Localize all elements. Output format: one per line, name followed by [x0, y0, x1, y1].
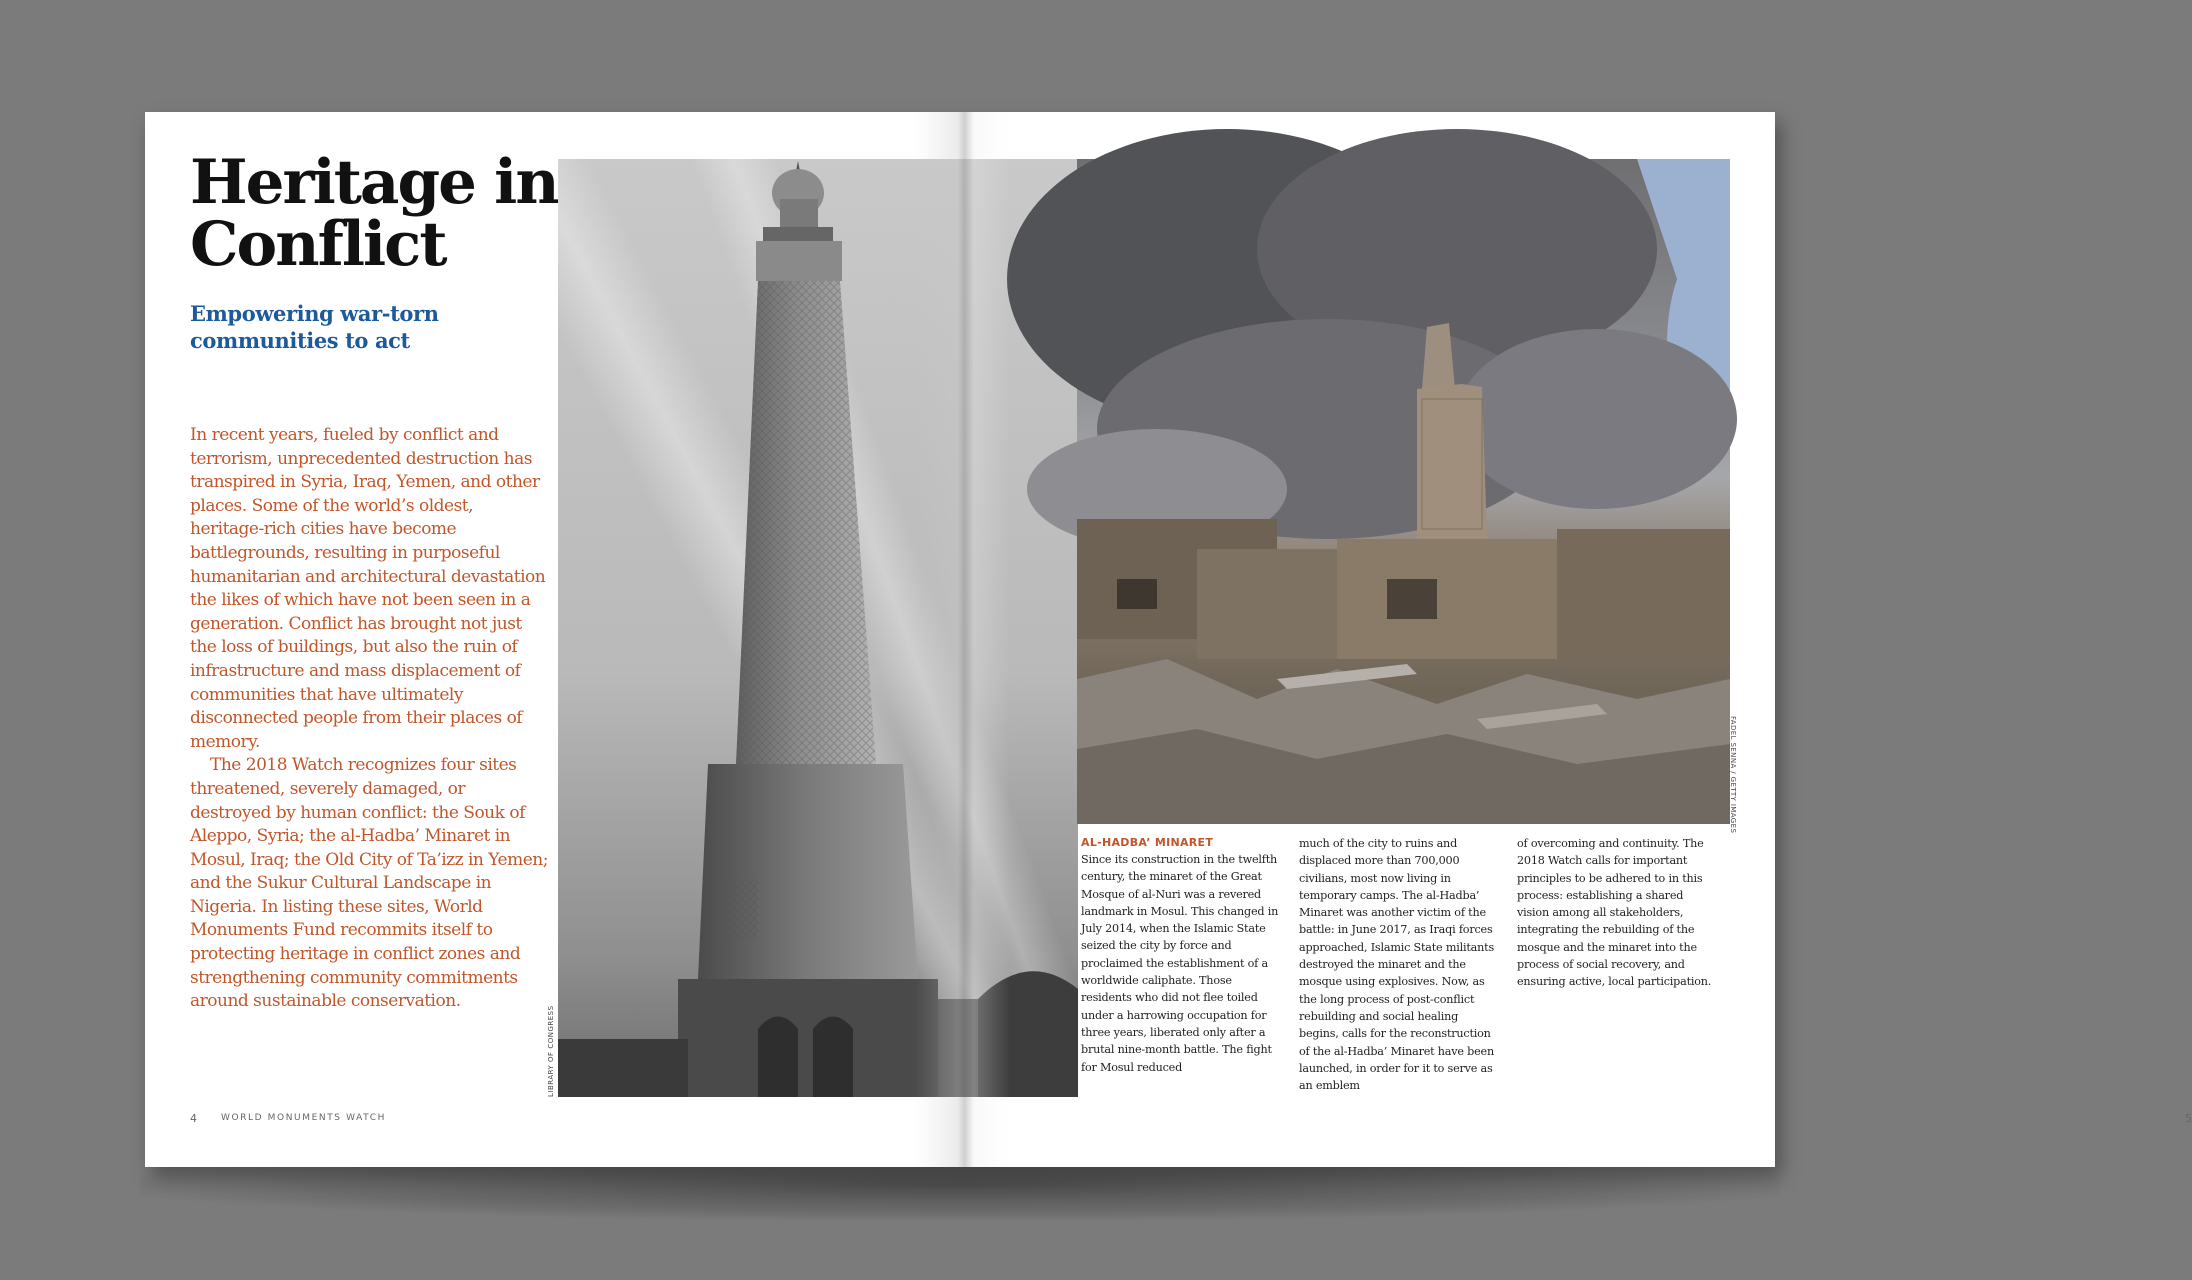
intro-paragraph-1: In recent years, fueled by conflict and terrorism, unprecedented destruction has transpired in Syria, Iraq, Yemen, and other places. Some of the world’s oldest, heritage-rich cities have become battlegrounds, resulting in purposeful humanitarian and architectural devastation the likes of which have not been seen in a generation. Conflict has brought not just the loss of buildings, but also the ruin of infrastructure and mass displacement of communities that have ultimately disconnected people from their places of memory. [190, 425, 546, 752]
caption-text-2: much of the city to ruins and displaced more than 700,000 civilians, most now living in temporary camps. The al-Hadba’ Minaret was another victim of the battle: in June 2017, as Iraqi forces approached, Islamic State militants destroyed the minaret and the mosque using explosives. Now, as the long process of post-conflict rebuilding and social healing begins, calls for the reconstruction of the al-Hadba’ Minaret have been launched, in order for it to serve as an emblem [1299, 837, 1494, 1093]
caption-column-1 [1081, 835, 1281, 1076]
caption-text-1: Since its construction in the twelfth century, the minaret of the Great Mosque of al-Nuri was a revered landmark in Mosul. This changed in July 2014, when the Islamic State seized the city by force and proclaimed the establishment of a worldwide caliphate. Those residents who did not flee toiled under a harrowing occupation for three years, liberated only after a brutal nine-month battle. The fight for Mosul reduced [1081, 853, 1279, 1074]
page-number-right: 5 [2185, 1112, 2192, 1125]
caption-heading: AL-HADBA’ MINARET [1081, 836, 1214, 849]
caption-column-3 [1517, 835, 1717, 991]
running-footer: WORLD MONUMENTS WATCH [221, 1113, 386, 1123]
intro-paragraph-2: The 2018 Watch recognizes four sites threatened, severely damaged, or destroyed by human conflict: the Souk of Aleppo, Syria; the al-Hadba’ Minaret in Mosul, Iraq; the Old City of Ta’izz in Yemen; and the Sukur Cultural Landscape in Nigeria. In listing these sites, World Monuments Fund recommits itself to protecting heritage in conflict zones and strengthening community commitments around sustainable conservation. [190, 755, 548, 1012]
title-line-2: Conflict [190, 209, 446, 280]
caption-column-2 [1299, 835, 1499, 1094]
ruins-photo [1077, 159, 1730, 824]
intro-body [190, 424, 550, 1014]
page-title [190, 147, 610, 280]
minaret-illustration [558, 159, 1078, 1097]
ruins-illustration [1077, 159, 1730, 824]
caption-text-3: of overcoming and continuity. The 2018 Watch calls for important principles to be adhered to in this process: establishing a shared vision among all stakeholders, integrating the rebuilding of the mosque and the minaret into the process of social recovery, and ensuring active, local participation. [1517, 837, 1712, 989]
subtitle: Empowering war-torn communities to act [190, 301, 439, 353]
photo-credit-left: LIBRARY OF CONGRESS [547, 1005, 555, 1097]
minaret-photo [558, 159, 1078, 1097]
page-number-left: 4 [190, 1112, 197, 1125]
title-line-1: Heritage in [190, 147, 558, 218]
photo-credit-right: FADEL SENNA / GETTY IMAGES [1729, 716, 1737, 834]
magazine-spread [145, 112, 2192, 1167]
